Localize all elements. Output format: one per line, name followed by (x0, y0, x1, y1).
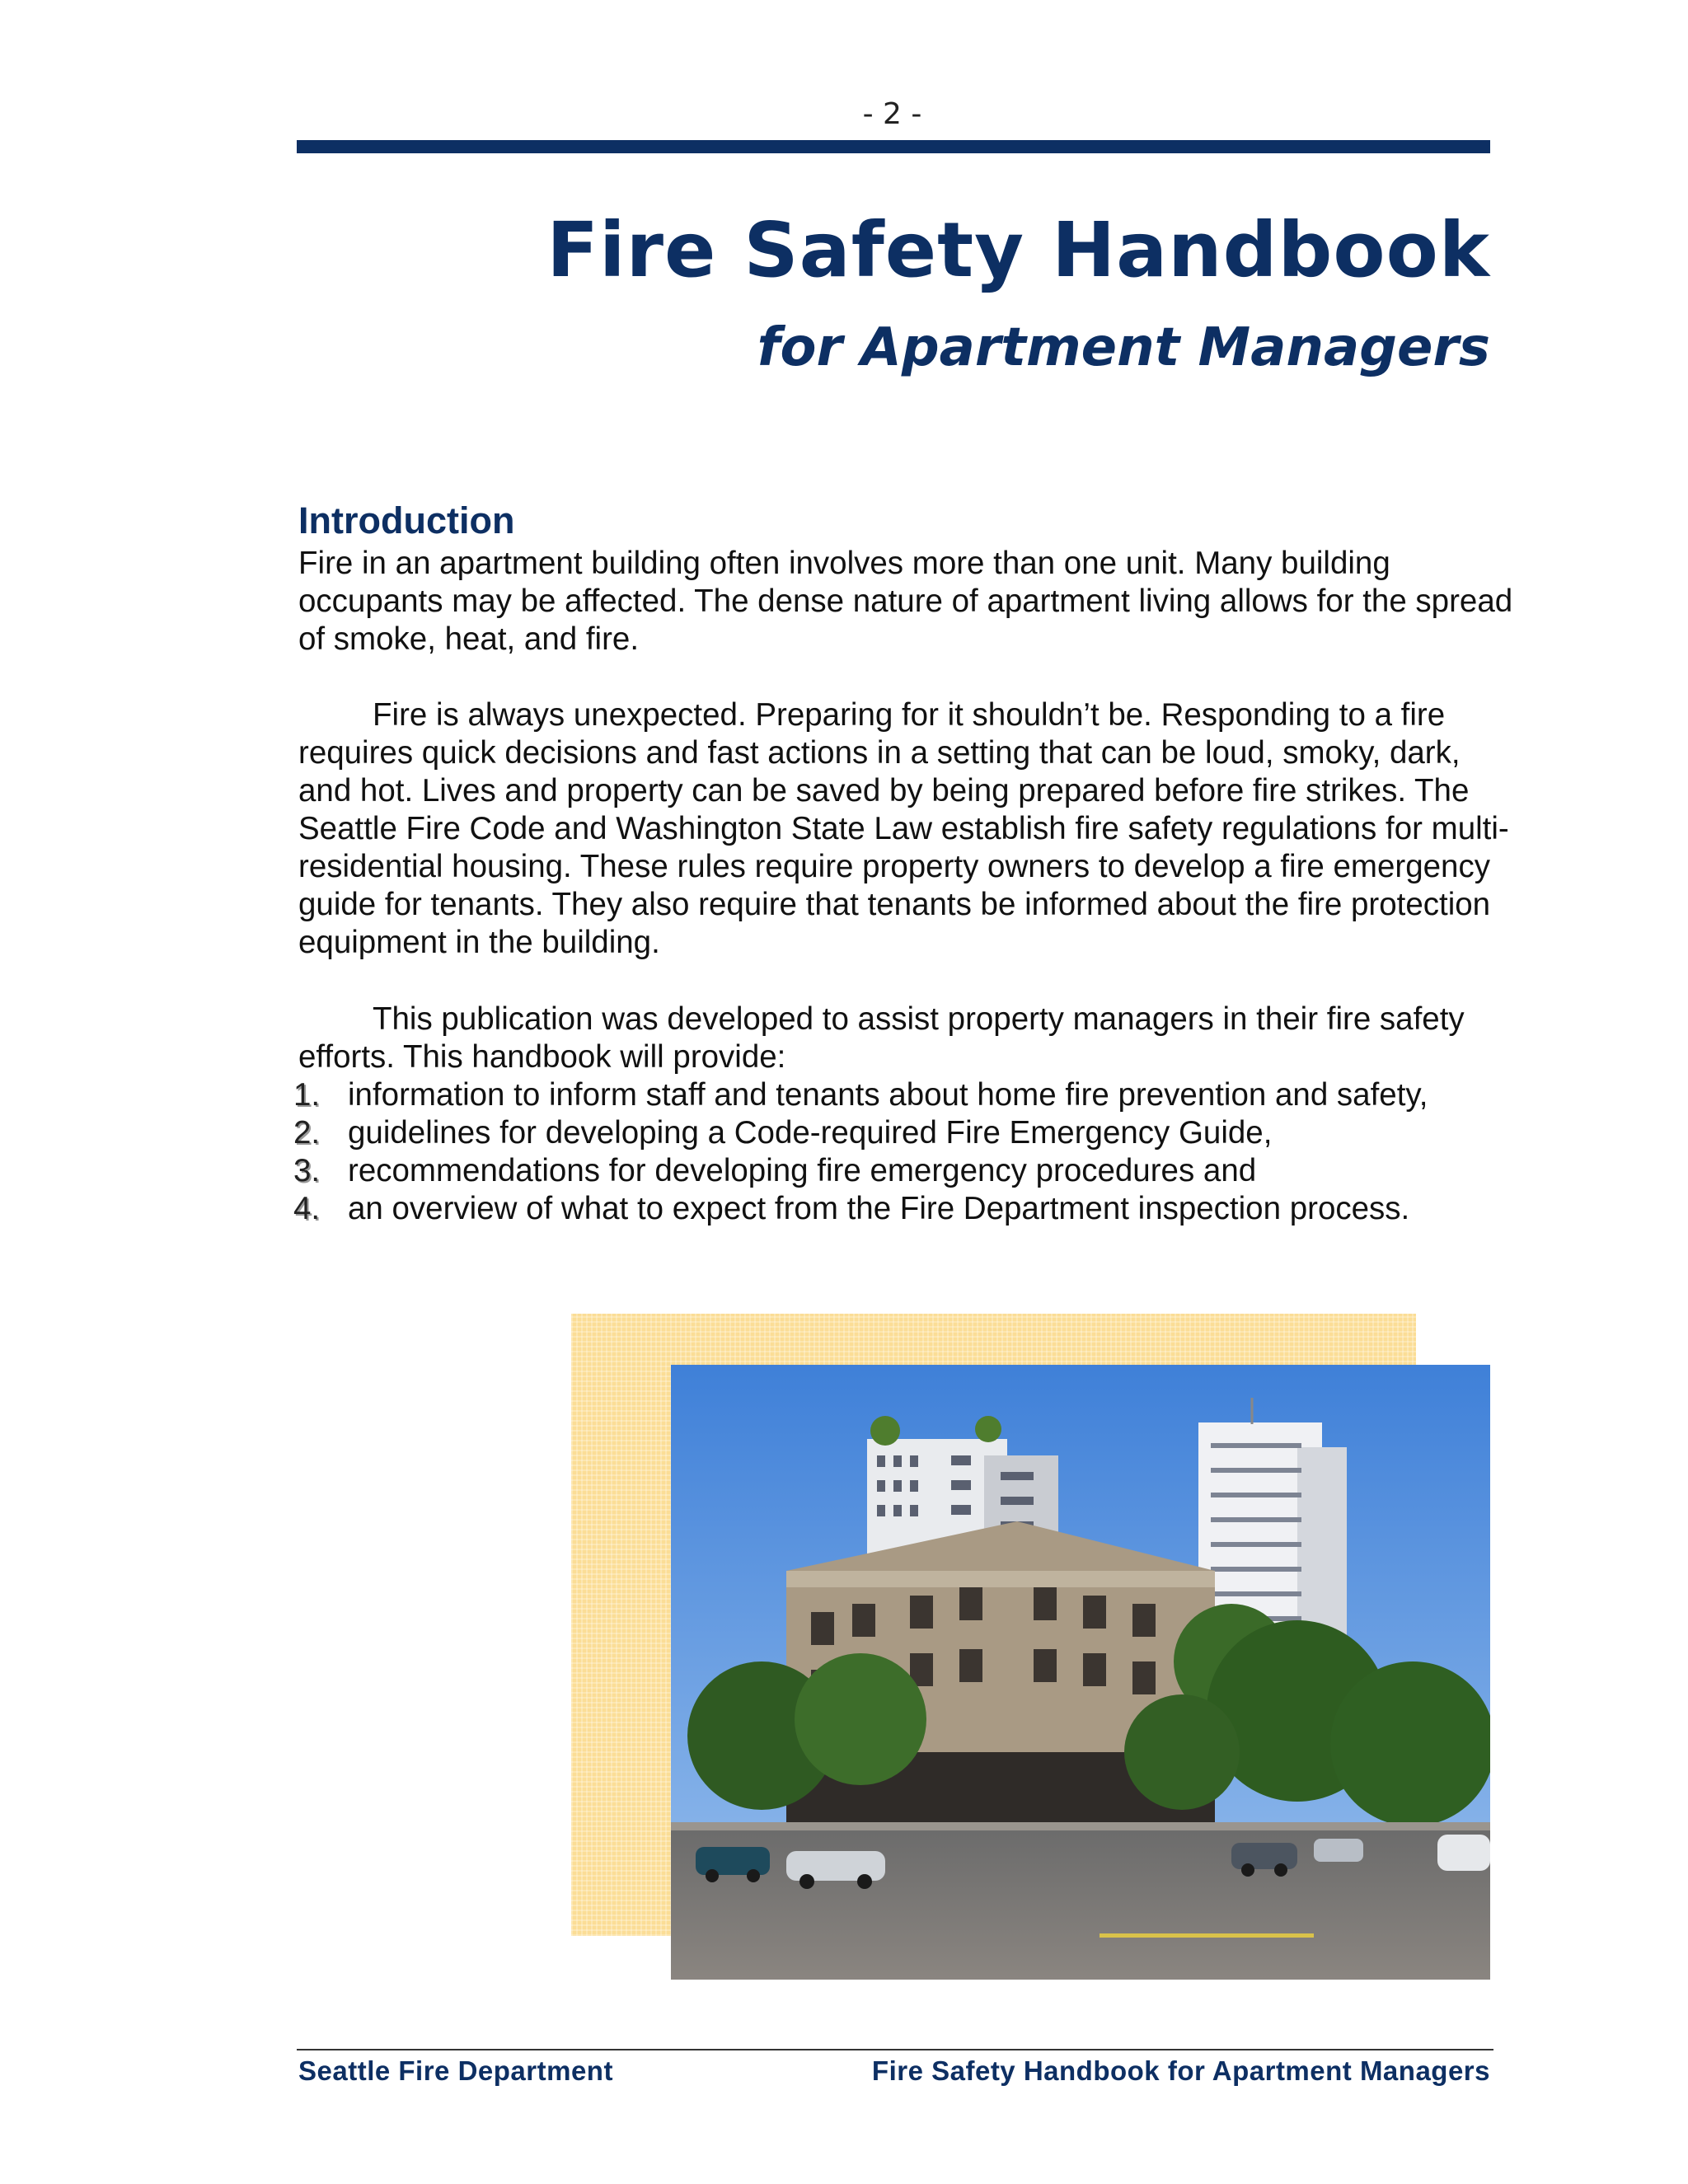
intro-paragraph-1: Fire in an apartment building often involves more than one unit. Many building occupants may be affected. The dense nature of apartment living allows for the spread of smoke, heat, and fire. (298, 546, 1513, 657)
document-title: Fire Safety Handbook (546, 206, 1490, 294)
apartment-building-photo (671, 1365, 1490, 1980)
provisions-list (293, 1076, 1428, 1228)
list-item-text: recommendations for developing fire emergency procedures and (348, 1153, 1257, 1188)
footer-organization: Seattle Fire Department (298, 2055, 613, 2086)
header-rule (297, 140, 1490, 153)
list-item-text: guidelines for developing a Code-required Fire Emergency Guide, (348, 1115, 1273, 1151)
list-item (293, 1152, 1428, 1190)
list-item (293, 1076, 1428, 1114)
list-item-number: 4. (293, 1191, 321, 1226)
list-item-number: 3. (293, 1153, 321, 1188)
list-item-number: 1. (293, 1077, 321, 1113)
list-item-text: information to inform staff and tenants about home fire prevention and safety, (348, 1077, 1428, 1113)
list-item-text: an overview of what to expect from the Fire Department inspection process. (348, 1191, 1410, 1226)
section-heading-introduction: Introduction (298, 499, 515, 541)
footer-rule (297, 2049, 1493, 2050)
page-number: - 2 - (862, 97, 922, 131)
list-item-number: 2. (293, 1115, 321, 1151)
document-subtitle: for Apartment Managers (757, 317, 1490, 378)
footer-publication-title: Fire Safety Handbook for Apartment Managers (871, 2055, 1490, 2086)
intro-paragraph-2: Fire is always unexpected. Preparing for it shouldn’t be. Responding to a fire requires quick decisions and fast actions in a setting that can be loud, smoky, dark, and hot. Lives and property can be saved by being prepared before fire strikes. The Seattle Fire Code and Washington State Law establish fire safety regulations for multi-residential housing. These rules require property owners to develop a fire emergency guide for tenants. They also require that tenants be informed about the fire protection equipment in the building. (298, 697, 1509, 960)
list-item (293, 1114, 1428, 1152)
list-item (293, 1190, 1428, 1228)
intro-paragraph-3: This publication was developed to assist property managers in their fire safety efforts. This handbook will provide: (298, 1001, 1465, 1075)
